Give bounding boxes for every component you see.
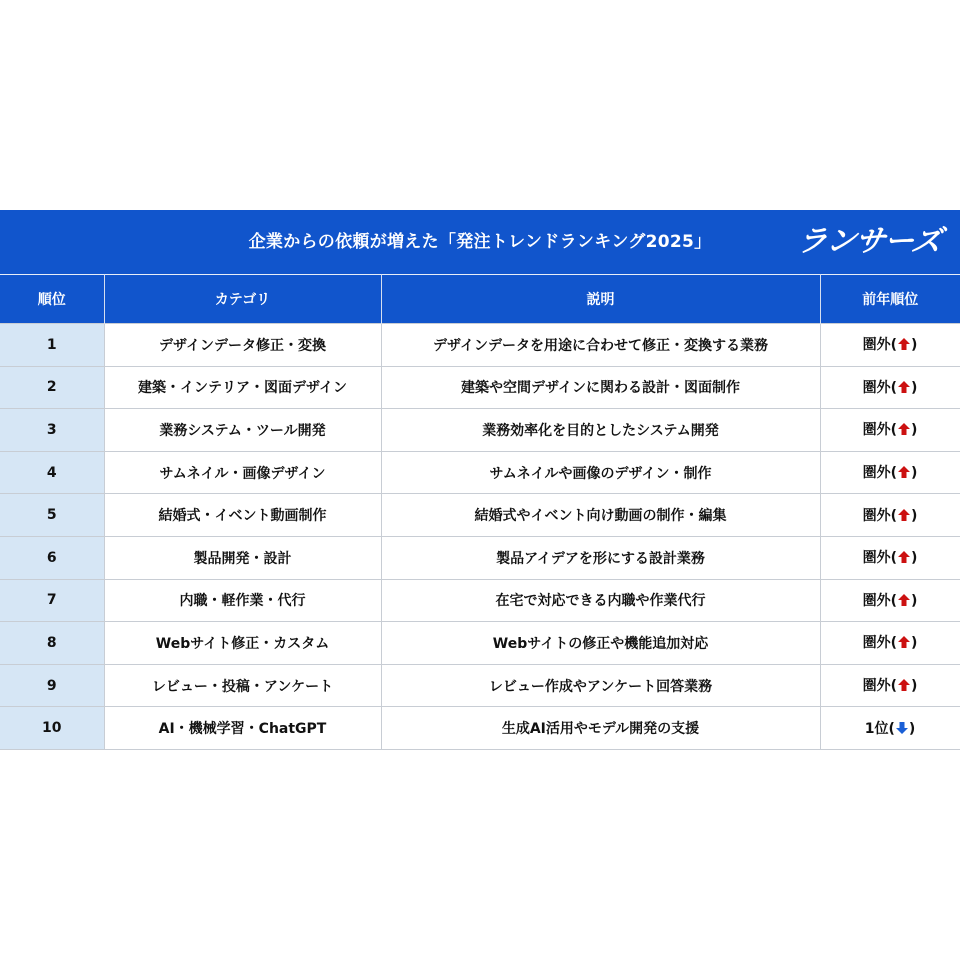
category-text: AI・機械学習・ChatGPT [158, 721, 327, 738]
up-arrow-icon [897, 550, 911, 568]
rank-cell [0, 707, 104, 750]
table-row [0, 536, 960, 579]
category-cell [104, 536, 381, 579]
category-text: 結婚式・イベント動画制作 [158, 508, 327, 525]
rank-cell [0, 664, 104, 707]
rank-cell [0, 494, 104, 537]
category-cell [104, 494, 381, 537]
category-text: サムネイル・画像デザイン [159, 465, 326, 482]
previous-rank-cell [820, 494, 960, 537]
previous-rank-text: 圏外 [862, 635, 891, 652]
ranking-title: 企業からの依頼が増えた「発注トレンドランキング2025」 [248, 232, 712, 252]
header-previous-rank: 前年順位 [820, 275, 960, 324]
ranking-table [0, 274, 960, 750]
rank-value: 3 [46, 421, 57, 438]
paren-open: ( [890, 678, 897, 695]
description-text: 建築や空間デザインに関わる設計・図面制作 [460, 380, 741, 397]
rank-value: 4 [46, 464, 57, 481]
rank-cell [0, 622, 104, 665]
description-cell [381, 366, 820, 409]
previous-rank-cell [820, 536, 960, 579]
paren-close: ) [911, 550, 918, 567]
lancers-logo: ランサーズ [794, 224, 943, 259]
paren-close: ) [911, 592, 918, 609]
rank-cell [0, 579, 104, 622]
previous-rank-cell [820, 664, 960, 707]
previous-rank-text: 圏外 [862, 422, 891, 439]
paren-close: ) [911, 635, 918, 652]
description-cell [381, 622, 820, 665]
header-rank: 順位 [0, 275, 104, 324]
paren-close: ) [911, 507, 918, 524]
description-text: 在宅で対応できる内職や作業代行 [495, 593, 706, 610]
category-text: 製品開発・設計 [193, 550, 292, 567]
description-text: 業務効率化を目的としたシステム開発 [482, 422, 719, 439]
table-row [0, 409, 960, 452]
rank-value: 9 [46, 677, 57, 694]
paren-close: ) [911, 678, 918, 695]
up-arrow-icon [897, 508, 911, 526]
paren-open: ( [890, 550, 897, 567]
category-text: Webサイト修正・カスタム [155, 635, 330, 652]
table-row [0, 494, 960, 537]
description-cell [381, 494, 820, 537]
rank-value: 10 [42, 720, 62, 737]
description-text: 製品アイデアを形にする設計業務 [496, 550, 705, 567]
paren-open: ( [890, 465, 897, 482]
paren-open: ( [890, 337, 897, 354]
ranking-panel [0, 210, 960, 750]
previous-rank-text: 圏外 [862, 678, 891, 695]
paren-open: ( [888, 720, 895, 737]
rank-value: 7 [46, 592, 57, 609]
header-description: 説明 [381, 275, 820, 324]
paren-close: ) [911, 337, 918, 354]
category-text: レビュー・投稿・アンケート [151, 678, 334, 695]
rank-cell [0, 409, 104, 452]
rank-value: 2 [46, 379, 57, 396]
paren-close: ) [911, 465, 918, 482]
table-row [0, 579, 960, 622]
table-row [0, 664, 960, 707]
description-text: サムネイルや画像のデザイン・制作 [489, 465, 712, 482]
category-cell [104, 707, 381, 750]
up-arrow-icon [897, 337, 911, 355]
previous-rank-text: 1位 [864, 720, 889, 737]
description-text: 結婚式やイベント向け動画の制作・編集 [474, 508, 727, 525]
category-cell [104, 451, 381, 494]
rank-value: 6 [46, 549, 57, 566]
previous-rank-text: 圏外 [862, 337, 891, 354]
rank-value: 1 [46, 336, 57, 353]
category-text: 建築・インテリア・図面デザイン [137, 380, 348, 397]
up-arrow-icon [897, 422, 911, 440]
rank-value: 8 [46, 634, 57, 651]
paren-close: ) [911, 422, 918, 439]
table-row [0, 707, 960, 750]
paren-open: ( [890, 507, 897, 524]
category-cell [104, 622, 381, 665]
up-arrow-icon [897, 593, 911, 611]
up-arrow-icon [897, 465, 911, 483]
up-arrow-icon [897, 635, 911, 653]
description-text: 生成AI活用やモデル開発の支援 [501, 721, 700, 738]
previous-rank-cell [820, 366, 960, 409]
up-arrow-icon [897, 678, 911, 696]
previous-rank-text: 圏外 [862, 507, 891, 524]
description-cell [381, 707, 820, 750]
previous-rank-cell [820, 622, 960, 665]
paren-open: ( [890, 635, 897, 652]
table-row [0, 324, 960, 367]
previous-rank-cell [820, 451, 960, 494]
category-cell [104, 366, 381, 409]
category-cell [104, 579, 381, 622]
previous-rank-text: 圏外 [862, 592, 891, 609]
description-text: レビュー作成やアンケート回答業務 [488, 678, 713, 695]
category-text: 業務システム・ツール開発 [159, 422, 326, 439]
paren-close: ) [908, 720, 916, 737]
rank-value: 5 [46, 507, 57, 524]
rank-cell [0, 366, 104, 409]
table-row [0, 622, 960, 665]
down-arrow-icon [895, 721, 909, 739]
previous-rank-cell [820, 409, 960, 452]
previous-rank-text: 圏外 [862, 379, 891, 396]
rank-cell [0, 451, 104, 494]
header-category: カテゴリ [104, 275, 381, 324]
description-cell [381, 409, 820, 452]
rank-cell [0, 536, 104, 579]
category-cell [104, 324, 381, 367]
category-cell [104, 664, 381, 707]
previous-rank-cell [820, 707, 960, 750]
description-text: デザインデータを用途に合わせて修正・変換する業務 [432, 337, 769, 354]
description-cell [381, 451, 820, 494]
previous-rank-text: 圏外 [862, 465, 891, 482]
paren-close: ) [911, 379, 918, 396]
category-text: 内職・軽作業・代行 [179, 593, 306, 610]
category-text: デザインデータ修正・変換 [158, 337, 327, 354]
previous-rank-cell [820, 579, 960, 622]
description-text: Webサイトの修正や機能追加対応 [492, 635, 709, 652]
paren-open: ( [890, 592, 897, 609]
description-cell [381, 324, 820, 367]
up-arrow-icon [897, 380, 911, 398]
rank-cell [0, 324, 104, 367]
description-cell [381, 579, 820, 622]
description-cell [381, 664, 820, 707]
category-cell [104, 409, 381, 452]
paren-open: ( [890, 379, 897, 396]
paren-open: ( [890, 422, 897, 439]
title-bar [0, 210, 960, 274]
table-header-row [0, 275, 960, 324]
description-cell [381, 536, 820, 579]
previous-rank-text: 圏外 [862, 550, 891, 567]
table-row [0, 366, 960, 409]
table-row [0, 451, 960, 494]
previous-rank-cell [820, 324, 960, 367]
